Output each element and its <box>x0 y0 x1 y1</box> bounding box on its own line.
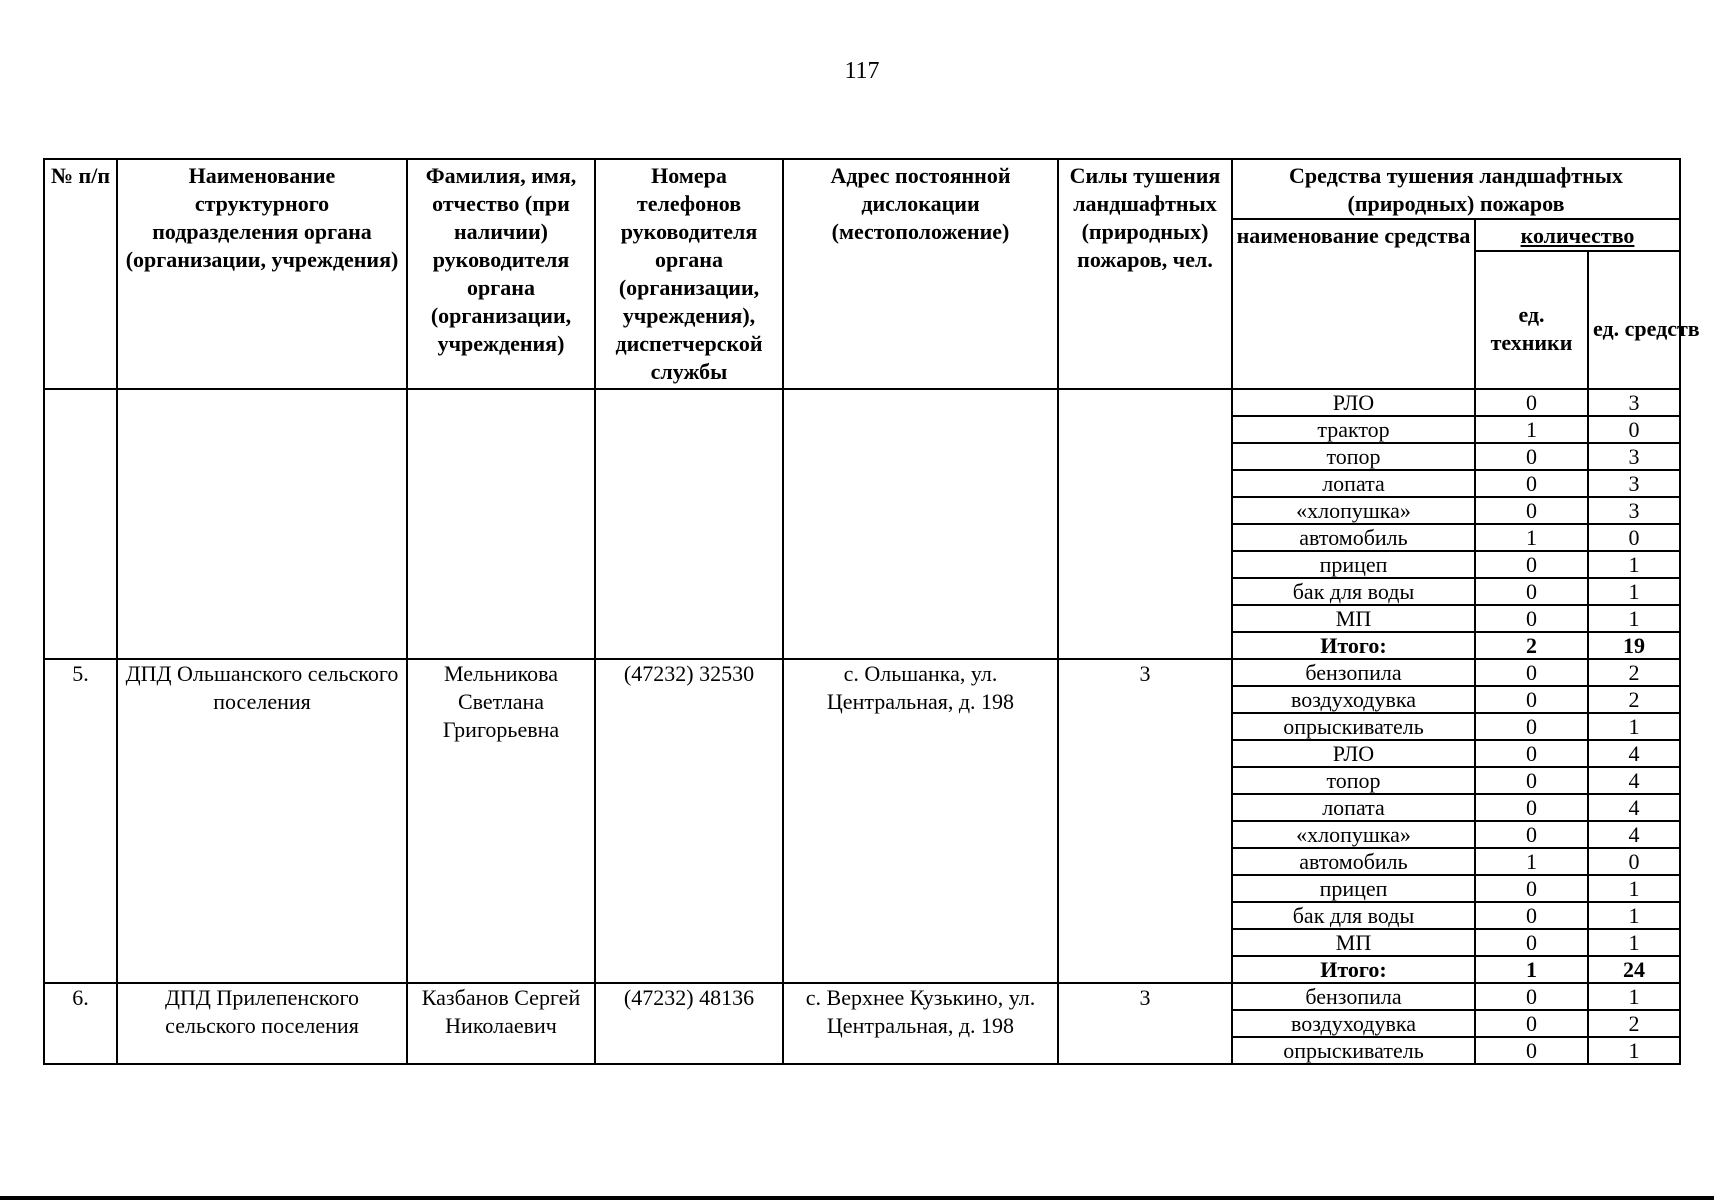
means-count-cell: 0 <box>1588 848 1680 875</box>
equipment-count-cell: 0 <box>1475 1037 1588 1064</box>
record-org-name: ДПД Прилепенского сельского поселения <box>117 983 407 1064</box>
record-head-name: Казбанов Сергей Николаевич <box>407 983 595 1064</box>
equipment-count-cell: 0 <box>1475 551 1588 578</box>
equipment-count-cell: 0 <box>1475 821 1588 848</box>
means-count-cell: 1 <box>1588 713 1680 740</box>
equipment-count-cell: 1 <box>1475 416 1588 443</box>
continuation-empty-cell <box>783 389 1058 659</box>
equipment-count-cell: 0 <box>1475 605 1588 632</box>
means-name-cell: бак для воды <box>1232 578 1475 605</box>
equipment-count-cell: 0 <box>1475 794 1588 821</box>
means-name-cell: топор <box>1232 443 1475 470</box>
equipment-count-cell: 0 <box>1475 983 1588 1010</box>
page-bottom-edge <box>0 1196 1714 1200</box>
record-org-name: ДПД Ольшанского сельского поселения <box>117 659 407 983</box>
record-phones: (47232) 48136 <box>595 983 783 1064</box>
means-name-cell: лопата <box>1232 794 1475 821</box>
record-forces: 3 <box>1058 659 1232 983</box>
equipment-count-cell: 0 <box>1475 902 1588 929</box>
means-count-cell: 4 <box>1588 794 1680 821</box>
means-name-cell: МП <box>1232 929 1475 956</box>
continuation-empty-cell <box>44 389 117 659</box>
header-org-name: Наименование структурного подразделения органа (организации, учреждения) <box>117 159 407 389</box>
means-count-cell: 1 <box>1588 875 1680 902</box>
continuation-empty-cell <box>407 389 595 659</box>
means-count-cell: 0 <box>1588 524 1680 551</box>
means-name-cell: прицеп <box>1232 551 1475 578</box>
total-label: Итого: <box>1232 956 1475 983</box>
record-phones: (47232) 32530 <box>595 659 783 983</box>
table-row <box>44 389 1680 416</box>
continuation-empty-cell <box>595 389 783 659</box>
means-name-cell: лопата <box>1232 470 1475 497</box>
equipment-count-cell: 1 <box>1475 524 1588 551</box>
means-name-cell: «хлопушка» <box>1232 497 1475 524</box>
header-quantity: количество <box>1475 219 1680 251</box>
table-row <box>44 659 1680 686</box>
means-count-cell: 2 <box>1588 686 1680 713</box>
record-head-name: Мельникова Светлана Григорьевна <box>407 659 595 983</box>
means-name-cell: автомобиль <box>1232 848 1475 875</box>
record-num: 6. <box>44 983 117 1064</box>
means-count-cell: 1 <box>1588 551 1680 578</box>
continuation-empty-cell <box>1058 389 1232 659</box>
header-forces: Силы тушения ландшафтных (природных) пожаров, чел. <box>1058 159 1232 389</box>
means-name-cell: автомобиль <box>1232 524 1475 551</box>
fire-means-table <box>43 158 1700 1065</box>
means-count-cell: 3 <box>1588 470 1680 497</box>
equipment-count-cell: 0 <box>1475 443 1588 470</box>
means-count-cell: 1 <box>1588 902 1680 929</box>
total-means-cell: 24 <box>1588 956 1680 983</box>
equipment-count-cell: 0 <box>1475 875 1588 902</box>
page-number: 117 <box>844 58 880 84</box>
header-phones: Номера телефонов руководителя органа (организации, учреждения), диспетчерской службы <box>595 159 783 389</box>
total-equipment-cell: 2 <box>1475 632 1588 659</box>
means-name-cell: бензопила <box>1232 983 1475 1010</box>
means-name-cell: топор <box>1232 767 1475 794</box>
means-name-cell: прицеп <box>1232 875 1475 902</box>
equipment-count-cell: 0 <box>1475 686 1588 713</box>
means-count-cell: 1 <box>1588 1037 1680 1064</box>
total-label: Итого: <box>1232 632 1475 659</box>
header-num: № п/п <box>44 159 117 389</box>
means-name-cell: воздуходувка <box>1232 1010 1475 1037</box>
means-count-cell: 1 <box>1588 605 1680 632</box>
record-forces: 3 <box>1058 983 1232 1064</box>
record-num: 5. <box>44 659 117 983</box>
equipment-count-cell: 0 <box>1475 578 1588 605</box>
means-count-cell: 4 <box>1588 767 1680 794</box>
means-count-cell: 4 <box>1588 821 1680 848</box>
equipment-count-cell: 1 <box>1475 848 1588 875</box>
header-qty-means: ед. средств <box>1588 251 1680 389</box>
equipment-count-cell: 0 <box>1475 767 1588 794</box>
table-header <box>44 159 1700 389</box>
total-means-cell: 19 <box>1588 632 1680 659</box>
table-body <box>44 389 1680 1064</box>
means-name-cell: РЛО <box>1232 389 1475 416</box>
header-means: Средства тушения ландшафтных (природных) пожаров <box>1232 159 1680 219</box>
means-count-cell: 3 <box>1588 443 1680 470</box>
means-count-cell: 1 <box>1588 929 1680 956</box>
means-count-cell: 4 <box>1588 740 1680 767</box>
continuation-empty-cell <box>117 389 407 659</box>
record-address: с. Верхнее Кузькино, ул. Центральная, д. 198 <box>783 983 1058 1064</box>
equipment-count-cell: 0 <box>1475 389 1588 416</box>
means-count-cell: 1 <box>1588 983 1680 1010</box>
header-address: Адрес постоянной дислокации (местоположение) <box>783 159 1058 389</box>
means-name-cell: бак для воды <box>1232 902 1475 929</box>
equipment-count-cell: 0 <box>1475 1010 1588 1037</box>
equipment-count-cell: 0 <box>1475 713 1588 740</box>
equipment-count-cell: 0 <box>1475 659 1588 686</box>
header-qty-equipment: ед. техники <box>1475 251 1588 389</box>
means-count-cell: 3 <box>1588 497 1680 524</box>
means-count-cell: 0 <box>1588 416 1680 443</box>
equipment-count-cell: 0 <box>1475 929 1588 956</box>
means-name-cell: РЛО <box>1232 740 1475 767</box>
means-name-cell: «хлопушка» <box>1232 821 1475 848</box>
table-row <box>44 983 1680 1010</box>
means-count-cell: 3 <box>1588 389 1680 416</box>
total-equipment-cell: 1 <box>1475 956 1588 983</box>
header-head-name: Фамилия, имя, отчество (при наличии) руководителя органа (организации, учреждения) <box>407 159 595 389</box>
means-count-cell: 2 <box>1588 1010 1680 1037</box>
means-name-cell: МП <box>1232 605 1475 632</box>
means-count-cell: 1 <box>1588 578 1680 605</box>
equipment-count-cell: 0 <box>1475 470 1588 497</box>
equipment-count-cell: 0 <box>1475 740 1588 767</box>
means-name-cell: трактор <box>1232 416 1475 443</box>
header-means-name: наименование средства <box>1232 219 1475 389</box>
means-name-cell: опрыскиватель <box>1232 1037 1475 1064</box>
record-address: с. Ольшанка, ул. Центральная, д. 198 <box>783 659 1058 983</box>
means-name-cell: воздуходувка <box>1232 686 1475 713</box>
equipment-count-cell: 0 <box>1475 497 1588 524</box>
means-name-cell: бензопила <box>1232 659 1475 686</box>
means-name-cell: опрыскиватель <box>1232 713 1475 740</box>
means-count-cell: 2 <box>1588 659 1680 686</box>
